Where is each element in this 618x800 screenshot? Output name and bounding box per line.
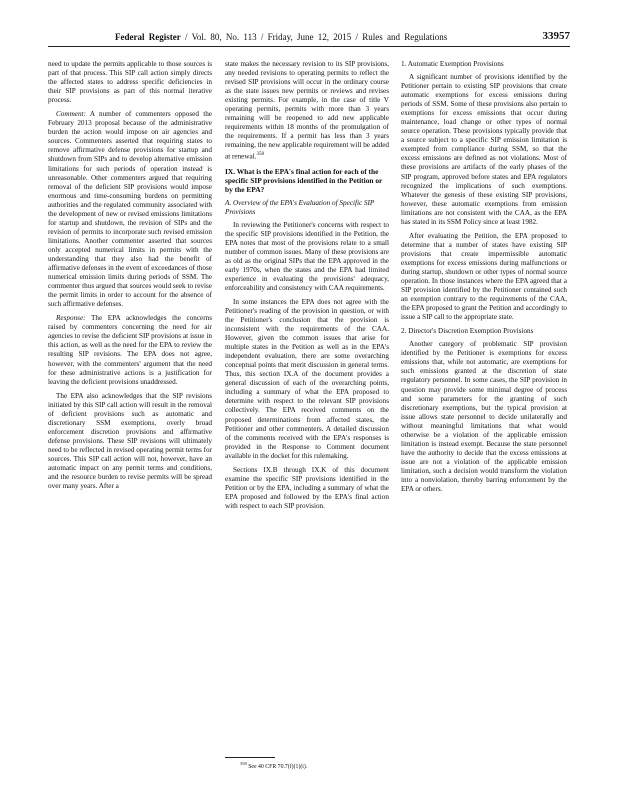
paragraph: need to update the permits applicable to those sources is part of that process. This SIP call action simply directs the affected states to address specific deficiencies in their SIP provisions as part of this normal iterative process. xyxy=(48,60,212,105)
paragraph: A significant number of provisions identified by the Petitioner pertain to existing SIP provisions that create automatic exemptions for excess emissions during periods of SSM. Some of these provisions also pertain to exemptions for excess emissions that occur during maintenance, load change or other types of normal source operation. These provisions typically provide that a source subject to a specific SIP emission limitation is exempted from compliance during SSM, so that the excess emissions are defined as not violations. Most of these provisions are artifacts of the early phases of the SIP program, approved before states and EPA regulators recognized the implications of such exemptions. Whatever the genesis of these existing SIP provisions, however, these automatic exemptions from emission limitations are not consistent with the CAA, as the EPA has stated in its SSM Policy since at least 1982. xyxy=(401,73,567,226)
footnote-rule xyxy=(225,757,275,758)
journal-name: Federal Register xyxy=(115,32,181,42)
footnote-text: See 40 CFR 70.7(f)(1)(i). xyxy=(248,763,308,770)
subsection-heading: 2. Director's Discretion Exemption Provisions xyxy=(401,327,534,336)
subsection-heading: 1. Automatic Exemption Provisions xyxy=(401,60,504,68)
response-label: Response: xyxy=(56,314,86,323)
issue-details: / Vol. 80, No. 113 / Friday, June 12, 2015 / Rules and Regulations xyxy=(184,32,448,42)
footnote-ref: 358 xyxy=(256,152,265,158)
paragraph xyxy=(225,60,389,162)
paragraph: In some instances the EPA does not agree with the Petitioner's reading of the provision in question, or with the Petitioner's conclusion that the provision is inconsistent with the requirements of the CAA. However, given the common issues that arise for multiple states in the Petition as well as in the EPA's independent evaluation, there are some overarching conceptual points that merit discussion in general terms. Thus, this section IX.A of the document provides a general discussion of each of the overarching points, including a summary of what the EPA proposed to determine with respect to the relevant SIP provisions collectively. The EPA received comments on the proposed determinations from affected states, the Petitioner and other commenters. A detailed discussion of the comments received with the EPA's responses is provided in the Response to Comment document available in the docket for this rulemaking. xyxy=(225,297,389,460)
comment-text: A number of commenters opposed the February 2013 proposal because of the administrative burden the action would impose on air agencies and sources. Commenters asserted that requiring states to remove affirmative defense provisions for startup and shutdown from SIPs and to develop alternative emission limitations for such periods of operation instead is unreasonable. Other commenters argued that requiring removal of the deficient SIP provisions would impose enormous and time-consuming burdens on permitting authorities and the regulated community associated with the development of new or revised emissions limitations for startup and shutdown, the revision of SIPs and the revision of permits to incorporate such revised emission limitations. Another commenter asserted that sources only accepted numerical limits in permits with the understanding that they also had the benefit of affirmative defenses in the event of exceedances of those numerical emission limits during periods of SSM. The commenter thus argued that sources would seek to revise the permit limits in order to account for the absence of such affirmative defenses. xyxy=(48,110,212,309)
paragraph: Another category of problematic SIP provision identified by the Petitioner is exemptions for excess emissions that, while not automatic, are exemptions for such emissions granted at the discretion of state regulatory personnel. In some cases, the SIP provision in question may provide some minimal degree of process and some parameters for the granting of such discretionary exemptions, but the typical provision at issue allows state personnel to decide unilaterally and without meaningful limitations that what would otherwise be a violation of the applicable emission limitation is instead exempt. Because the state personnel have the authority to decide that the excess emissions at issue are not a violation of the applicable emission limitation, such a decision would transform the violation into a nonviolation, thereby barring enforcement by the EPA or others. xyxy=(401,340,567,494)
comment-label: Comment: xyxy=(56,110,86,119)
section-heading: IX. What is the EPA's final action for each of the specific SIP provisions identified in the Petition or by the EPA? xyxy=(225,166,383,195)
response-text: The EPA acknowledges the concerns raised by commenters concerning the need for air agencies to revise the deficient SIP provisions at issue in this action, as well as the need for the EPA to review the resulting SIP revisions. The EPA does not agree, however, with the commenters' argument that the need for these administrative actions is a justification for leaving the deficient provisions unaddressed. xyxy=(48,314,212,386)
page-number: 33957 xyxy=(542,30,570,42)
paragraph: In reviewing the Petitioner's concerns with respect to the specific SIP provisions identified in the Petition, the EPA notes that most of the provisions relate to a small number of common issues. Many of these provisions are as old as the original SIPs that the EPA approved in the early 1970s, when the states and the EPA had limited experience in evaluating the provisions' adequacy, enforceability and consistency with CAA requirements. xyxy=(225,220,389,292)
paragraph: After evaluating the Petition, the EPA proposed to determine that a number of states have existing SIP provisions that create impermissible automatic exemptions for excess emissions during malfunctions or during startup, shutdown or other types of normal source operation. In those instances where the EPA agreed that a SIP provision identified by the Petitioner contained such an exemption contrary to the requirements of the CAA, the EPA proposed to grant the Petition and accordingly to issue a SIP call to the appropriate state. xyxy=(401,231,567,322)
footnote-number: 358 xyxy=(240,761,247,766)
lead-text: state makes the necessary revision to its SIP provisions, any needed revisions to operating permits to reflect the revised SIP provisions will occur in the ordinary course as the state issues new permits or reviews and revises existing permits. For example, in the case of title V operating permits, permits with more than 3 years remaining will be reopened to add new applicable requirements within 18 months of the promulgation of the requirements. If a permit has less than 3 years remaining, the new applicable requirement will be added at renewal. xyxy=(225,60,389,161)
column-1 xyxy=(48,60,212,760)
footnote xyxy=(240,761,307,770)
paragraph xyxy=(48,110,212,309)
running-header xyxy=(48,30,570,44)
paragraph xyxy=(48,314,212,386)
column-2 xyxy=(225,60,389,760)
header-rule xyxy=(48,46,570,47)
paragraph: The EPA also acknowledges that the SIP revisions initiated by this SIP call action will result in the removal of deficient provisions such as automatic and discretionary SSM exemptions, overly broad enforcement discretion provisions and affirmative defense provisions. These SIP revisions will ultimately need to be reflected in revised operating permit terms for sources. This SIP call action will not, however, have an automatic impact on any permit terms and conditions, and the resource burden to revise permits will be spread over many years. After a xyxy=(48,391,212,491)
subsection-heading: A. Overview of the EPA's Evaluation of Specific SIP Provisions xyxy=(225,198,375,216)
running-head xyxy=(115,32,447,42)
paragraph: Sections IX.B through IX.K of this document examine the specific SIP provisions identified in the Petition or by the EPA, including a summary of what the EPA proposed and followed by the EPA's final action with respect to each SIP provision. xyxy=(225,465,389,510)
column-3 xyxy=(401,60,567,760)
